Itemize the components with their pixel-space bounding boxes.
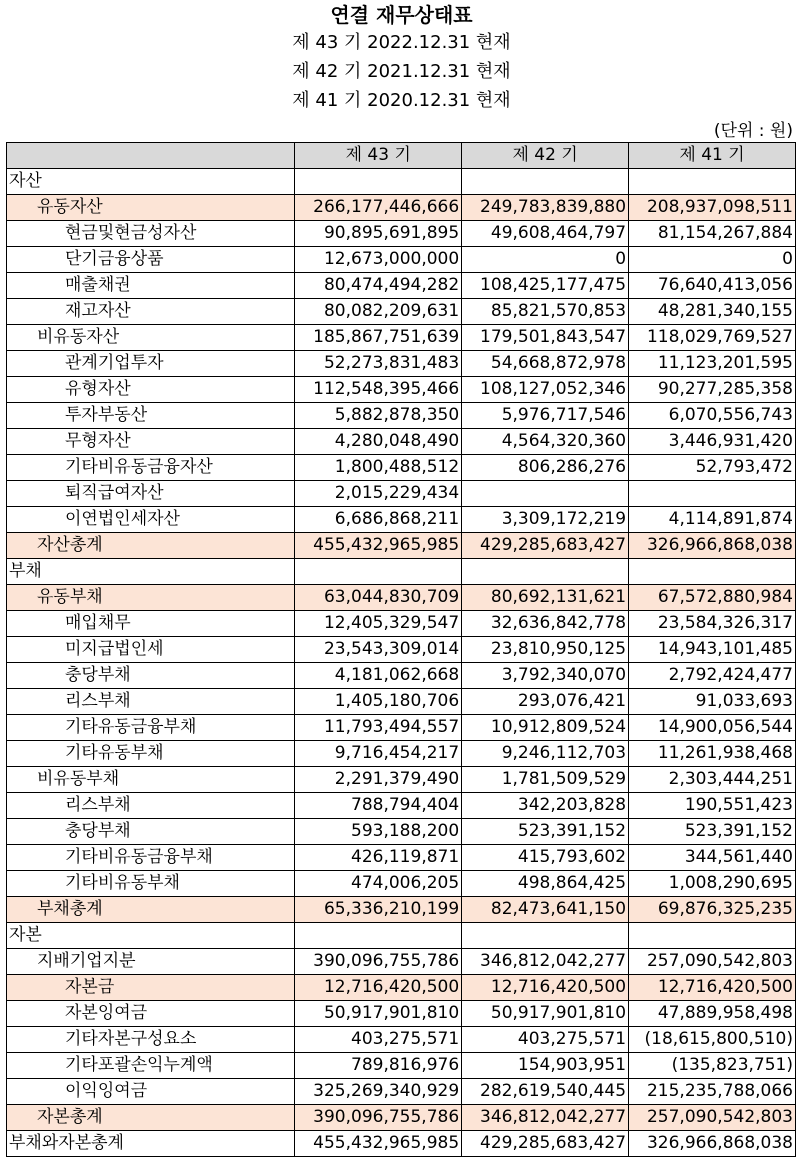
amount-cell: 52,793,472 — [629, 455, 796, 481]
amount-cell: 403,275,571 — [295, 1027, 462, 1053]
account-label: 기타유동금융부채 — [7, 715, 295, 741]
amount-cell: (135,823,751) — [629, 1053, 796, 1079]
table-row — [7, 1027, 796, 1053]
account-label: 충당부채 — [7, 819, 295, 845]
table-row — [7, 663, 796, 689]
account-label: 자본금 — [7, 975, 295, 1001]
amount-cell: 47,889,958,498 — [629, 1001, 796, 1027]
table-row — [7, 325, 796, 351]
table-row — [7, 455, 796, 481]
amount-cell: 23,543,309,014 — [295, 637, 462, 663]
amount-cell: 4,280,048,490 — [295, 429, 462, 455]
account-label: 유동부채 — [7, 585, 295, 611]
amount-cell: 249,783,839,880 — [462, 195, 629, 221]
table-row — [7, 819, 796, 845]
amount-cell — [629, 169, 796, 195]
table-row — [7, 299, 796, 325]
table-row — [7, 1001, 796, 1027]
account-label: 퇴직급여자산 — [7, 481, 295, 507]
amount-cell: 12,716,420,500 — [629, 975, 796, 1001]
report-title: 연결 재무상태표 — [330, 3, 473, 27]
amount-cell: 455,432,965,985 — [295, 1131, 462, 1157]
table-row — [7, 637, 796, 663]
amount-cell: 80,474,494,282 — [295, 273, 462, 299]
table-row — [7, 871, 796, 897]
amount-cell: 69,876,325,235 — [629, 897, 796, 923]
amount-cell: 293,076,421 — [462, 689, 629, 715]
account-label: 부채와자본총계 — [7, 1131, 295, 1157]
table-row — [7, 975, 796, 1001]
account-label: 지배기업지분 — [7, 949, 295, 975]
column-header-period-42: 제 42 기 — [462, 143, 629, 169]
account-label: 리스부채 — [7, 793, 295, 819]
amount-cell: 48,281,340,155 — [629, 299, 796, 325]
amount-cell: 65,336,210,199 — [295, 897, 462, 923]
account-label: 자본 — [7, 923, 295, 949]
amount-cell: 342,203,828 — [462, 793, 629, 819]
amount-cell: 6,070,556,743 — [629, 403, 796, 429]
amount-cell: 5,976,717,546 — [462, 403, 629, 429]
column-header-account — [7, 143, 295, 169]
account-label: 리스부채 — [7, 689, 295, 715]
table-row — [7, 273, 796, 299]
account-label: 재고자산 — [7, 299, 295, 325]
amount-cell — [629, 481, 796, 507]
amount-cell: 23,584,326,317 — [629, 611, 796, 637]
amount-cell: 3,446,931,420 — [629, 429, 796, 455]
amount-cell — [462, 923, 629, 949]
table-row — [7, 1079, 796, 1105]
amount-cell: 282,619,540,445 — [462, 1079, 629, 1105]
amount-cell: 474,006,205 — [295, 871, 462, 897]
amount-cell: 90,895,691,895 — [295, 221, 462, 247]
amount-cell: 523,391,152 — [629, 819, 796, 845]
amount-cell: 1,008,290,695 — [629, 871, 796, 897]
amount-cell: 11,123,201,595 — [629, 351, 796, 377]
amount-cell — [629, 559, 796, 585]
account-label: 기타비유동부채 — [7, 871, 295, 897]
table-row — [7, 585, 796, 611]
amount-cell: 85,821,570,853 — [462, 299, 629, 325]
account-label: 단기금융상품 — [7, 247, 295, 273]
account-label: 투자부동산 — [7, 403, 295, 429]
amount-cell — [629, 923, 796, 949]
amount-cell: 426,119,871 — [295, 845, 462, 871]
amount-cell: 112,548,395,466 — [295, 377, 462, 403]
account-label: 유동자산 — [7, 195, 295, 221]
amount-cell: 81,154,267,884 — [629, 221, 796, 247]
amount-cell: 190,551,423 — [629, 793, 796, 819]
account-label: 기타자본구성요소 — [7, 1027, 295, 1053]
table-row — [7, 1053, 796, 1079]
amount-cell: 5,882,878,350 — [295, 403, 462, 429]
amount-cell: 215,235,788,066 — [629, 1079, 796, 1105]
amount-cell — [295, 923, 462, 949]
account-label: 비유동부채 — [7, 767, 295, 793]
amount-cell: 346,812,042,277 — [462, 1105, 629, 1131]
table-row — [7, 715, 796, 741]
amount-cell: 80,082,209,631 — [295, 299, 462, 325]
amount-cell: 12,405,329,547 — [295, 611, 462, 637]
period-line: 제 41 기 2020.12.31 현재 — [292, 90, 511, 111]
account-label: 매출채권 — [7, 273, 295, 299]
account-label: 관계기업투자 — [7, 351, 295, 377]
account-label: 기타유동부채 — [7, 741, 295, 767]
account-label: 부채 — [7, 559, 295, 585]
amount-cell: 1,781,509,529 — [462, 767, 629, 793]
amount-cell: 390,096,755,786 — [295, 1105, 462, 1131]
amount-cell — [295, 559, 462, 585]
amount-cell: 9,246,112,703 — [462, 741, 629, 767]
account-label: 기타비유동금융부채 — [7, 845, 295, 871]
table-row — [7, 741, 796, 767]
amount-cell: 9,716,454,217 — [295, 741, 462, 767]
amount-cell: 12,716,420,500 — [295, 975, 462, 1001]
amount-cell: 91,033,693 — [629, 689, 796, 715]
account-label: 부채총계 — [7, 897, 295, 923]
table-row — [7, 533, 796, 559]
amount-cell: 76,640,413,056 — [629, 273, 796, 299]
amount-cell — [462, 559, 629, 585]
amount-cell: 0 — [629, 247, 796, 273]
amount-cell: 257,090,542,803 — [629, 949, 796, 975]
amount-cell: 429,285,683,427 — [462, 1131, 629, 1157]
table-row — [7, 377, 796, 403]
amount-cell: 346,812,042,277 — [462, 949, 629, 975]
amount-cell: 593,188,200 — [295, 819, 462, 845]
column-header-period-41: 제 41 기 — [629, 143, 796, 169]
table-row — [7, 195, 796, 221]
account-label: 미지급법인세 — [7, 637, 295, 663]
table-row — [7, 611, 796, 637]
table-row — [7, 923, 796, 949]
amount-cell: 2,792,424,477 — [629, 663, 796, 689]
amount-cell: 1,800,488,512 — [295, 455, 462, 481]
amount-cell: 208,937,098,511 — [629, 195, 796, 221]
account-label: 자본총계 — [7, 1105, 295, 1131]
table-row — [7, 767, 796, 793]
table-row — [7, 247, 796, 273]
amount-cell: 118,029,769,527 — [629, 325, 796, 351]
amount-cell: 67,572,880,984 — [629, 585, 796, 611]
amount-cell: 185,867,751,639 — [295, 325, 462, 351]
amount-cell: 789,816,976 — [295, 1053, 462, 1079]
amount-cell: 63,044,830,709 — [295, 585, 462, 611]
amount-cell: 3,792,340,070 — [462, 663, 629, 689]
account-label: 무형자산 — [7, 429, 295, 455]
amount-cell: 54,668,872,978 — [462, 351, 629, 377]
table-row — [7, 221, 796, 247]
account-label: 기타포괄손익누계액 — [7, 1053, 295, 1079]
amount-cell: 344,561,440 — [629, 845, 796, 871]
account-label: 이익잉여금 — [7, 1079, 295, 1105]
amount-cell: (18,615,800,510) — [629, 1027, 796, 1053]
amount-cell: 498,864,425 — [462, 871, 629, 897]
amount-cell: 455,432,965,985 — [295, 533, 462, 559]
amount-cell: 415,793,602 — [462, 845, 629, 871]
amount-cell: 12,673,000,000 — [295, 247, 462, 273]
amount-cell: 32,636,842,778 — [462, 611, 629, 637]
amount-cell: 52,273,831,483 — [295, 351, 462, 377]
amount-cell: 90,277,285,358 — [629, 377, 796, 403]
amount-cell: 11,793,494,557 — [295, 715, 462, 741]
amount-cell: 4,181,062,668 — [295, 663, 462, 689]
account-label: 자본잉여금 — [7, 1001, 295, 1027]
amount-cell: 0 — [462, 247, 629, 273]
amount-cell: 10,912,809,524 — [462, 715, 629, 741]
account-label: 기타비유동금융자산 — [7, 455, 295, 481]
amount-cell: 82,473,641,150 — [462, 897, 629, 923]
amount-cell: 523,391,152 — [462, 819, 629, 845]
amount-cell: 6,686,868,211 — [295, 507, 462, 533]
amount-cell: 403,275,571 — [462, 1027, 629, 1053]
account-label: 이연법인세자산 — [7, 507, 295, 533]
amount-cell: 108,127,052,346 — [462, 377, 629, 403]
table-body — [7, 169, 796, 1157]
account-label: 비유동자산 — [7, 325, 295, 351]
amount-cell: 2,015,229,434 — [295, 481, 462, 507]
account-label: 자산총계 — [7, 533, 295, 559]
table-row — [7, 507, 796, 533]
table-row — [7, 1105, 796, 1131]
amount-cell: 266,177,446,666 — [295, 195, 462, 221]
amount-cell: 50,917,901,810 — [295, 1001, 462, 1027]
account-label: 매입채무 — [7, 611, 295, 637]
account-label: 현금및현금성자산 — [7, 221, 295, 247]
account-label: 유형자산 — [7, 377, 295, 403]
table-row — [7, 429, 796, 455]
amount-cell: 390,096,755,786 — [295, 949, 462, 975]
table-row — [7, 351, 796, 377]
amount-cell: 3,309,172,219 — [462, 507, 629, 533]
account-label: 충당부채 — [7, 663, 295, 689]
report-header — [0, 2, 803, 115]
amount-cell: 326,966,868,038 — [629, 1131, 796, 1157]
table-row — [7, 949, 796, 975]
table-row — [7, 481, 796, 507]
table-row — [7, 559, 796, 585]
amount-cell: 429,285,683,427 — [462, 533, 629, 559]
amount-cell: 80,692,131,621 — [462, 585, 629, 611]
amount-cell: 2,303,444,251 — [629, 767, 796, 793]
column-header-period-43: 제 43 기 — [295, 143, 462, 169]
amount-cell: 23,810,950,125 — [462, 637, 629, 663]
amount-cell — [462, 169, 629, 195]
amount-cell: 326,966,868,038 — [629, 533, 796, 559]
amount-cell: 50,917,901,810 — [462, 1001, 629, 1027]
amount-cell — [295, 169, 462, 195]
table-header-row — [7, 143, 796, 169]
amount-cell: 179,501,843,547 — [462, 325, 629, 351]
amount-cell: 14,943,101,485 — [629, 637, 796, 663]
amount-cell: 4,114,891,874 — [629, 507, 796, 533]
amount-cell: 108,425,177,475 — [462, 273, 629, 299]
amount-cell: 154,903,951 — [462, 1053, 629, 1079]
amount-cell: 325,269,340,929 — [295, 1079, 462, 1105]
unit-label: (단위 : 원) — [713, 121, 793, 141]
table-row — [7, 793, 796, 819]
amount-cell: 11,261,938,468 — [629, 741, 796, 767]
balance-sheet-table — [6, 142, 796, 1157]
amount-cell: 1,405,180,706 — [295, 689, 462, 715]
amount-cell: 4,564,320,360 — [462, 429, 629, 455]
account-label: 자산 — [7, 169, 295, 195]
amount-cell: 788,794,404 — [295, 793, 462, 819]
table-row — [7, 897, 796, 923]
table-row — [7, 689, 796, 715]
table-row — [7, 169, 796, 195]
amount-cell: 806,286,276 — [462, 455, 629, 481]
amount-cell: 14,900,056,544 — [629, 715, 796, 741]
amount-cell: 257,090,542,803 — [629, 1105, 796, 1131]
table-row — [7, 403, 796, 429]
period-line: 제 42 기 2021.12.31 현재 — [292, 61, 511, 82]
amount-cell — [462, 481, 629, 507]
amount-cell: 49,608,464,797 — [462, 221, 629, 247]
amount-cell: 2,291,379,490 — [295, 767, 462, 793]
table-row — [7, 1131, 796, 1157]
period-line: 제 43 기 2022.12.31 현재 — [292, 32, 511, 53]
table-row — [7, 845, 796, 871]
amount-cell: 12,716,420,500 — [462, 975, 629, 1001]
